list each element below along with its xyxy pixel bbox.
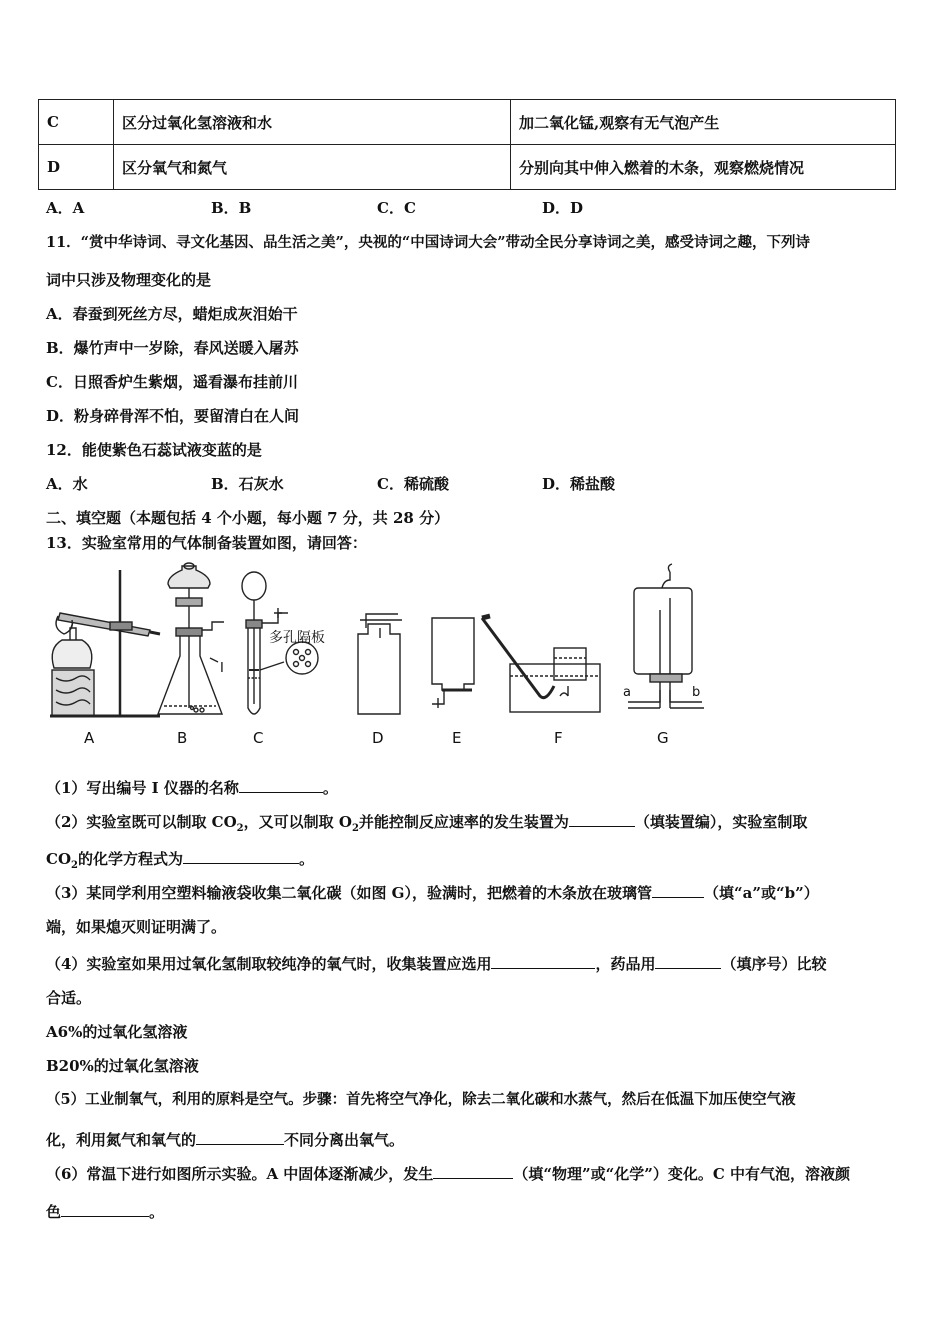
q13-part3-line1 — [46, 881, 819, 903]
q10-option-d[interactable]: D．D — [542, 199, 584, 217]
q10-option-b[interactable]: B．B — [211, 199, 252, 217]
subscript: 2 — [351, 823, 359, 834]
figure-label-b: B — [177, 729, 188, 747]
q13-part4-line2: 合适。 — [46, 989, 92, 1007]
q13-part5-text: 化，利用氮气和氧气的 — [46, 1131, 197, 1149]
q13-part5-blank[interactable] — [196, 1128, 284, 1145]
q13-part2-line2 — [46, 847, 314, 876]
figure-label-c: C — [253, 729, 264, 747]
q12-option-d[interactable]: D．稀盐酸 — [542, 475, 616, 493]
q13-part4-blank-collect[interactable] — [491, 952, 595, 969]
subscript: 2 — [71, 860, 78, 871]
apparatus-b — [158, 563, 224, 714]
q13-part2-text: ，又可以制取 O — [243, 813, 352, 831]
q13-part4-text: （填序号）比较 — [721, 955, 827, 973]
table-cell-method: 分别向其中伸入燃着的木条，观察燃烧情况 — [511, 145, 896, 190]
q13-part2-text: 的化学方程式为 — [77, 850, 183, 868]
q13-part6-blank-change[interactable] — [433, 1162, 513, 1179]
q13-part6-text: （6）常温下进行如图所示实验。A 中固体逐渐减少，发生 — [46, 1165, 434, 1183]
q12-stem: 12．能使紫色石蕊试液变蓝的是 — [46, 441, 262, 459]
q11-option-a[interactable]: A．春蚕到死丝方尽，蜡炬成灰泪始干 — [46, 305, 298, 323]
q12-option-c[interactable]: C．稀硫酸 — [377, 475, 449, 493]
figure-label-f: F — [554, 729, 563, 747]
table-cell-label: C — [39, 100, 114, 145]
q13-part4-text: ，药品用 — [595, 955, 656, 973]
instrument-i-label: I — [220, 661, 224, 676]
plate-label: 多孔隔板 — [269, 630, 325, 646]
q10-option-a[interactable]: A．A — [46, 199, 85, 217]
q13-part2-blank-equation[interactable] — [183, 847, 299, 864]
q13-part2-text: 并能控制反应速率的发生装置为 — [358, 813, 569, 831]
q13-part1-text: （1）写出编号 I 仪器的名称 — [46, 779, 239, 797]
q13-part1-end: 。 — [322, 779, 338, 797]
q13-part1-blank[interactable] — [239, 776, 323, 793]
q13-part2-text: （2）实验室既可以制取 CO — [46, 813, 237, 831]
q13-part3-blank[interactable] — [652, 881, 704, 898]
q13-part6-text: （填“物理”或“化学”）变化。C 中有气泡，溶液颜 — [513, 1165, 850, 1183]
q13-part4-line1 — [46, 952, 826, 974]
q13-part4-text: （4）实验室如果用过氧化氢制取较纯净的氧气时，收集装置应选用 — [46, 955, 492, 973]
tube-a-label: a — [623, 685, 631, 700]
q12-option-b[interactable]: B．石灰水 — [211, 475, 284, 493]
q13-part6-line1 — [46, 1162, 850, 1184]
figure-label-a: A — [84, 729, 95, 747]
q13-part2-text: CO — [46, 850, 72, 868]
q13-part4-option-a[interactable]: A6%的过氧化氢溶液 — [46, 1023, 188, 1041]
q13-part4-option-b[interactable]: B20%的过氧化氢溶液 — [46, 1057, 199, 1075]
q13-part2-end: 。 — [299, 850, 315, 868]
q13-part6-text: 色 — [46, 1203, 62, 1221]
q13-part5-line2 — [46, 1128, 404, 1150]
figure-label-e: E — [452, 729, 462, 747]
q13-part3-line2: 端，如果熄灭则证明满了。 — [46, 918, 227, 936]
apparatus-e — [432, 618, 474, 708]
q13-part3-text: （3）某同学利用空塑料输液袋收集二氧化碳（如图 G），验满时，把燃着的木条放在玻璃管 — [46, 884, 652, 902]
q13-part4-blank-drug[interactable] — [655, 952, 721, 969]
q11-stem-line2: 词中只涉及物理变化的是 — [46, 271, 212, 289]
q13-part6-end: 。 — [149, 1203, 165, 1221]
q11-option-d[interactable]: D．粉身碎骨浑不怕，要留清白在人间 — [46, 407, 300, 425]
tube-b-label: b — [692, 685, 701, 700]
apparatus-figure — [40, 558, 720, 753]
table-row — [39, 100, 896, 145]
q13-part2-line1 — [46, 810, 807, 839]
apparatus-f — [482, 616, 600, 712]
q13-part5-text: 不同分离出氧气。 — [284, 1131, 405, 1149]
q13-part6-line2 — [46, 1200, 164, 1222]
q11-option-c[interactable]: C．日照香炉生紫烟，遥看瀑布挂前川 — [46, 373, 298, 391]
q13-part6-blank-color[interactable] — [61, 1200, 149, 1217]
table-row — [39, 145, 896, 190]
q13-part5-line1: （5）工业制氧气，利用的原料是空气。步骤：首先将空气净化，除去二氧化碳和水蒸气，然后在低温下加压使空气液 — [46, 1091, 796, 1108]
q12-option-a[interactable]: A．水 — [46, 475, 88, 493]
options-table — [38, 99, 896, 190]
table-cell-goal: 区分过氧化氢溶液和水 — [114, 100, 511, 145]
q13-part1 — [46, 776, 338, 798]
figure-label-g: G — [657, 729, 669, 747]
subscript: 2 — [236, 823, 244, 834]
table-cell-goal: 区分氧气和氮气 — [114, 145, 511, 190]
q13-stem: 13．实验室常用的气体制备装置如图，请回答： — [46, 534, 367, 552]
table-cell-method: 加二氧化锰,观察有无气泡产生 — [511, 100, 896, 145]
q13-part2-text: （填装置编），实验室制取 — [634, 813, 808, 831]
apparatus-a — [50, 570, 160, 716]
q11-stem-line1: 11．“赏中华诗词、寻文化基因、品生活之美”，央视的“中国诗词大会”带动全民分享诗词之美，感受诗词之趣，下列诗 — [46, 234, 811, 251]
figure-label-d: D — [372, 729, 384, 747]
table-cell-label: D — [39, 145, 114, 190]
apparatus-d — [358, 614, 402, 714]
q13-part3-text: （填“a”或“b”） — [703, 884, 819, 902]
q13-part2-blank-device[interactable] — [569, 810, 635, 827]
q11-option-b[interactable]: B．爆竹声中一岁除，春风送暖入屠苏 — [46, 339, 299, 357]
section-heading: 二、填空题（本题包括 4 个小题，每小题 7 分，共 28 分） — [46, 509, 450, 527]
q10-option-c[interactable]: C．C — [377, 199, 416, 217]
